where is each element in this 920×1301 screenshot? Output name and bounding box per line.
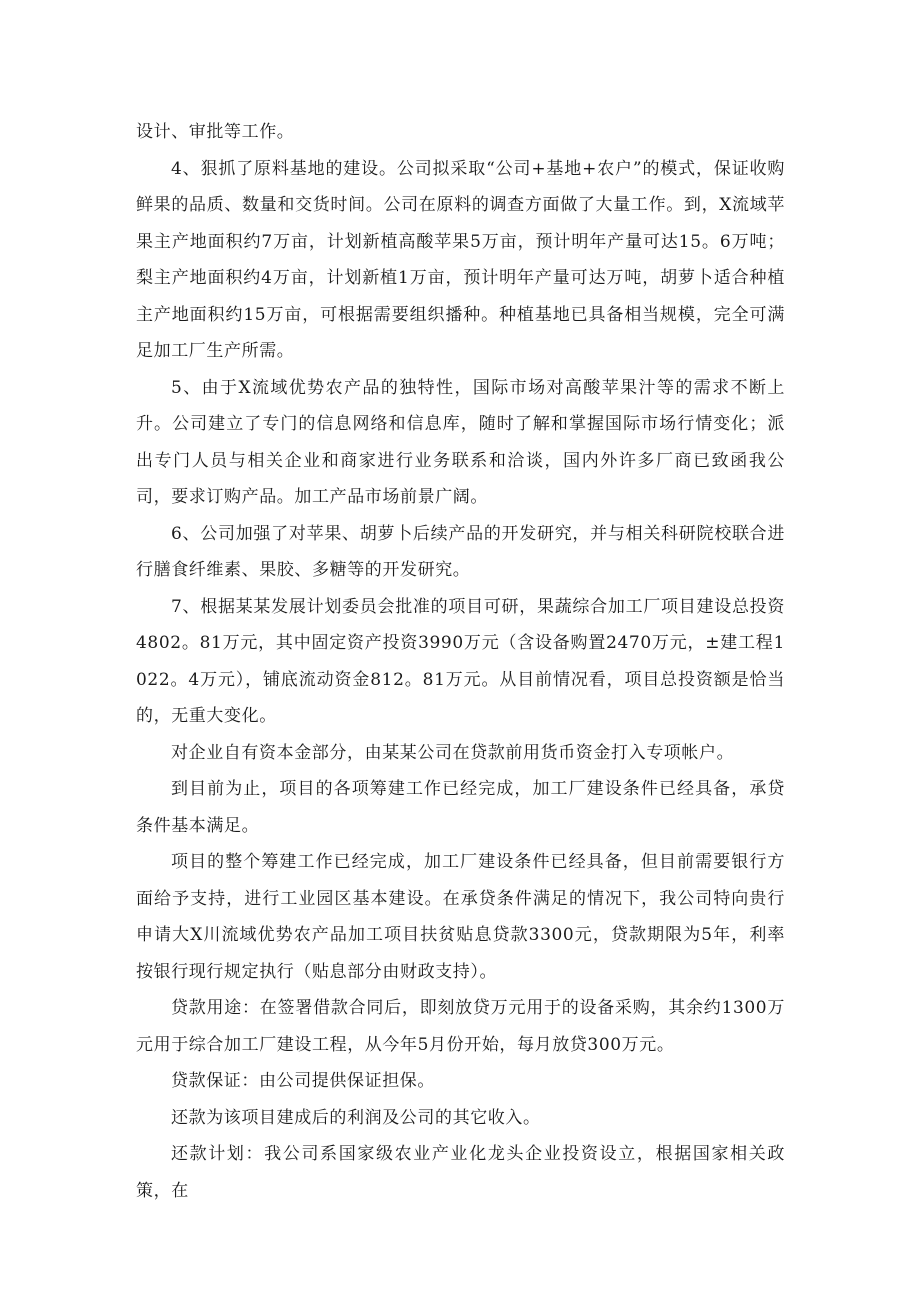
paragraph-4: 6、公司加强了对苹果、胡萝卜后续产品的开发研究，并与相关科研院校联合进行膳食纤维素、果胶、多糖等的开发研究。 (136, 523, 785, 580)
paragraph-2: 4、狠抓了原料基地的建设。公司拟采取“公司+基地+农户”的模式，保证收购鲜果的品质、数量和交货时间。公司在原料的调查方面做了大量工作。到，X流域苹果主产地面积约7万亩，计划新植高酸苹果5万亩，预计明年产量可达15。6万吨；梨主产地面积约4万亩，计划新植1万亩，预计明年产量可达万吨，胡萝卜适合种植主产地面积约15万亩，可根据需要组织播种。种植基地已具备相当规模，完全可满足加工厂生产所需。 (136, 158, 785, 361)
paragraph-3: 5、由于X流域优势农产品的独特性，国际市场对高酸苹果汁等的需求不断上升。公司建立了专门的信息网络和信息库，随时了解和掌握国际市场行情变化；派出专门人员与相关企业和商家进行业务联系和洽谈，国内外许多厂商已致函我公司，要求订购产品。加工产品市场前景广阔。 (136, 377, 785, 507)
paragraph-6: 对企业自有资本金部分，由某某公司在贷款前用货币资金打入专项帐户。 (171, 742, 735, 763)
paragraph-12: 还款计划：我公司系国家级农业产业化龙头企业投资设立，根据国家相关政策，在 (136, 1144, 785, 1201)
paragraph-5: 7、根据某某发展计划委员会批准的项目可研，果蔬综合加工厂项目建设总投资4802。81万元，其中固定资产投资3990万元（含设备购置2470万元，±建工程1022。4万元），铺底流动资金812。81万元。从目前情况看，项目总投资额是恰当的，无重大变化。 (136, 596, 785, 726)
paragraph-11: 还款为该项目建成后的利润及公司的其它收入。 (171, 1107, 541, 1128)
paragraph-9: 贷款用途：在签署借款合同后，即刻放贷万元用于的设备采购，其余约1300万元用于综合加工厂建设工程，从今年5月份开始，每月放贷300万元。 (136, 998, 785, 1055)
paragraph-10: 贷款保证：由公司提供保证担保。 (171, 1071, 435, 1091)
paragraph-1: 设计、审批等工作。 (136, 122, 295, 142)
paragraph-7: 到目前为止，项目的各项筹建工作已经完成，加工厂建设条件已经具备，承贷条件基本满足。 (136, 779, 785, 836)
paragraph-8: 项目的整个筹建工作已经完成，加工厂建设条件已经具备，但目前需要银行方面给予支持，进行工业园区基本建设。在承贷条件满足的情况下，我公司特向贵行申请大X川流域优势农产品加工项目扶贫贴息贷款3300元，贷款期限为5年，利率按银行现行规定执行（贴息部分由财政支持）。 (136, 852, 785, 982)
